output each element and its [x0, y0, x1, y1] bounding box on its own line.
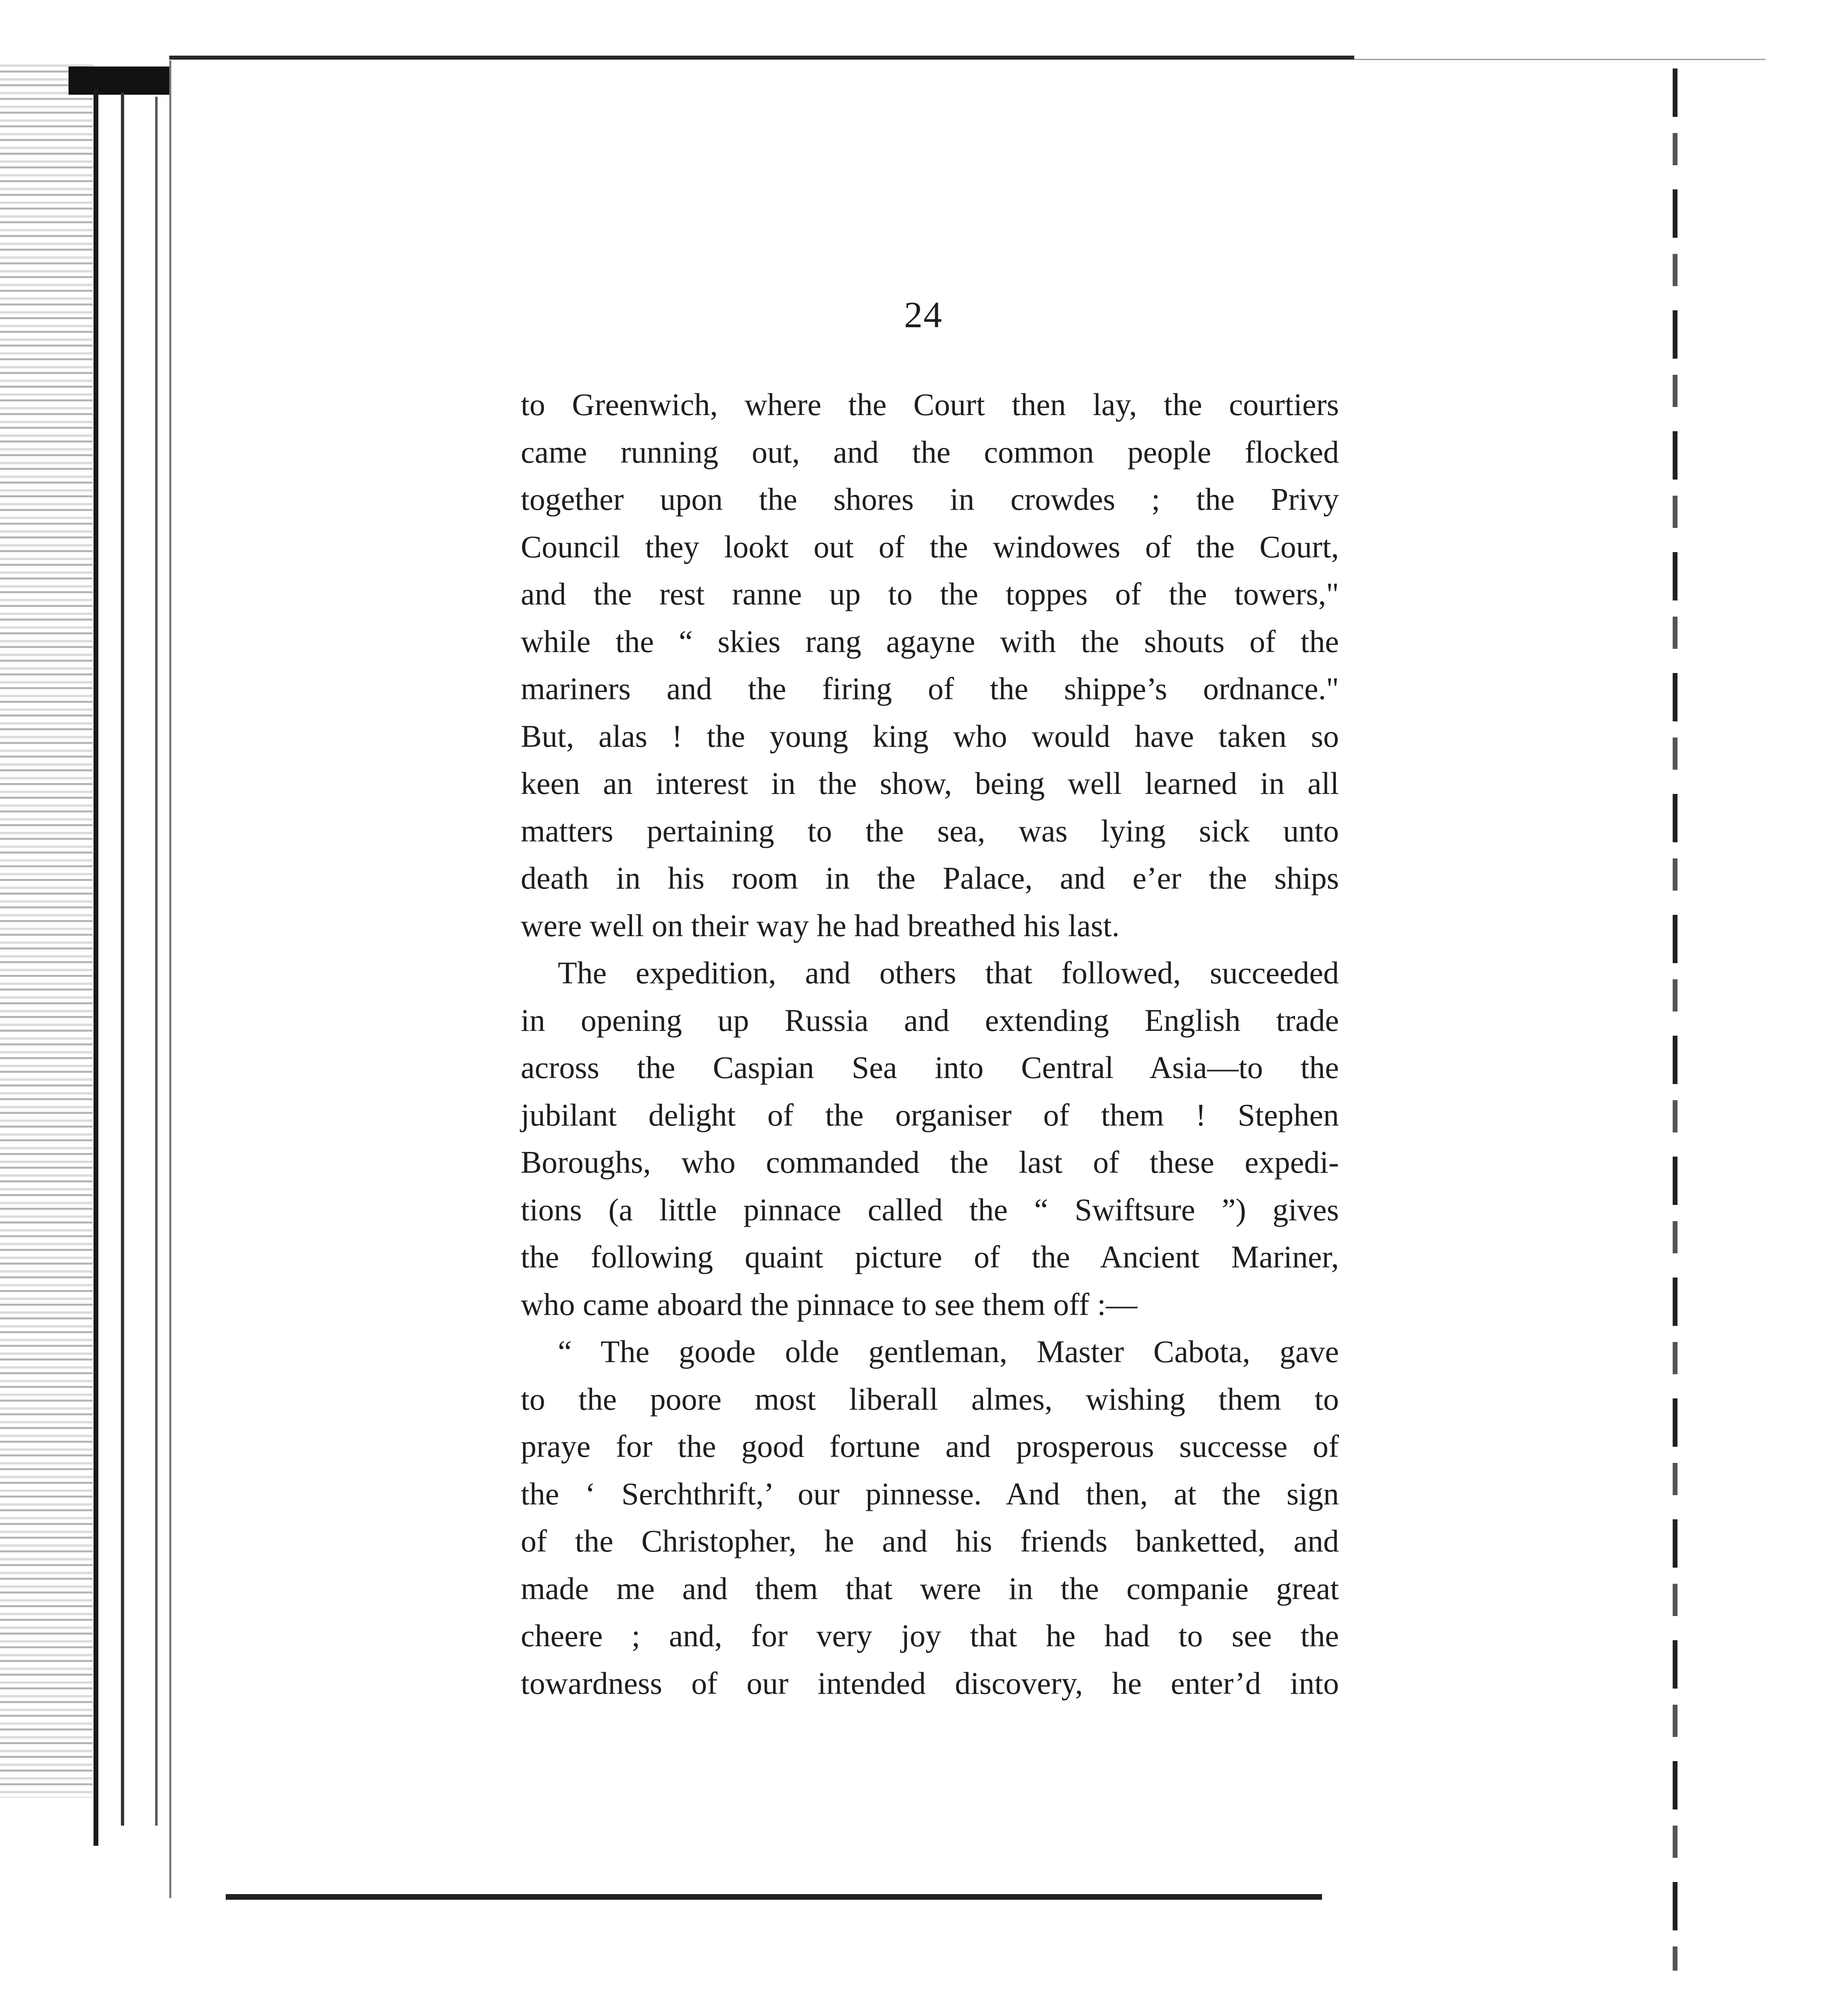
page-bottom-edge — [226, 1894, 1322, 1900]
page-top-edge-faint — [1354, 59, 1765, 60]
text-line: Boroughs, who commanded the last of these expedi- — [521, 1145, 1339, 1180]
text-line: of the Christopher, he and his friends banketted, and — [521, 1523, 1339, 1558]
text-line: mariners and the firing of the shippe’s ordnance." — [521, 671, 1339, 706]
paragraph-first-line: The expedition, and others that followed, succeeded — [558, 955, 1339, 990]
text-line: the ‘ Serchthrift,’ our pinnesse. And then, at the sign — [521, 1476, 1339, 1511]
book-spine-line — [155, 97, 158, 1826]
scan-edge-shadow — [0, 64, 93, 1797]
text-line: cheere ; and, for very joy that he had to see the — [521, 1618, 1339, 1653]
book-spine-line — [121, 93, 124, 1826]
book-spine-line — [94, 89, 98, 1846]
text-line: were well on their way he had breathed his last. — [521, 908, 1120, 943]
text-line: towardness of our intended discovery, he enter’d into — [521, 1665, 1339, 1701]
text-line: and the rest ranne up to the toppes of the towers," — [521, 576, 1339, 611]
text-line: to the poore most liberall almes, wishing them to — [521, 1381, 1339, 1417]
body-text — [521, 381, 1339, 1707]
scan-edge-block — [69, 66, 169, 95]
text-line: in opening up Russia and extending English trade — [521, 1002, 1339, 1038]
text-line: death in his room in the Palace, and e’er the ships — [521, 860, 1339, 895]
text-line: together upon the shores in crowdes ; the Privy — [521, 482, 1339, 517]
text-line: to Greenwich, where the Court then lay, the courtiers — [521, 387, 1339, 422]
text-line: came running out, and the common people flocked — [521, 434, 1339, 469]
book-spine-line — [169, 60, 171, 1898]
page-top-edge — [169, 56, 1354, 60]
text-line: Council they lookt out of the windowes of the Court, — [521, 529, 1339, 564]
text-line: jubilant delight of the organiser of them ! Stephen — [521, 1097, 1339, 1132]
text-line: made me and them that were in the companie great — [521, 1570, 1339, 1606]
page-right-edge — [1673, 69, 1678, 1971]
paragraph-first-line: “ The goode olde gentleman, Master Cabota, gave — [558, 1334, 1339, 1369]
text-line: matters pertaining to the sea, was lying sick unto — [521, 813, 1339, 848]
text-line: keen an interest in the show, being well learned in all — [521, 766, 1339, 801]
text-line: praye for the good fortune and prosperous successe of — [521, 1429, 1339, 1464]
text-line: tions (a little pinnace called the “ Swiftsure ”) gives — [521, 1192, 1339, 1227]
text-line: But, alas ! the young king who would have taken so — [521, 718, 1339, 754]
page-number: 24 — [904, 294, 943, 335]
text-line: who came aboard the pinnace to see them off :— — [521, 1286, 1137, 1322]
text-line: while the “ skies rang agayne with the shouts of the — [521, 623, 1339, 659]
text-line: across the Caspian Sea into Central Asia—to the — [521, 1050, 1339, 1085]
text-line: the following quaint picture of the Ancient Mariner, — [521, 1239, 1339, 1274]
